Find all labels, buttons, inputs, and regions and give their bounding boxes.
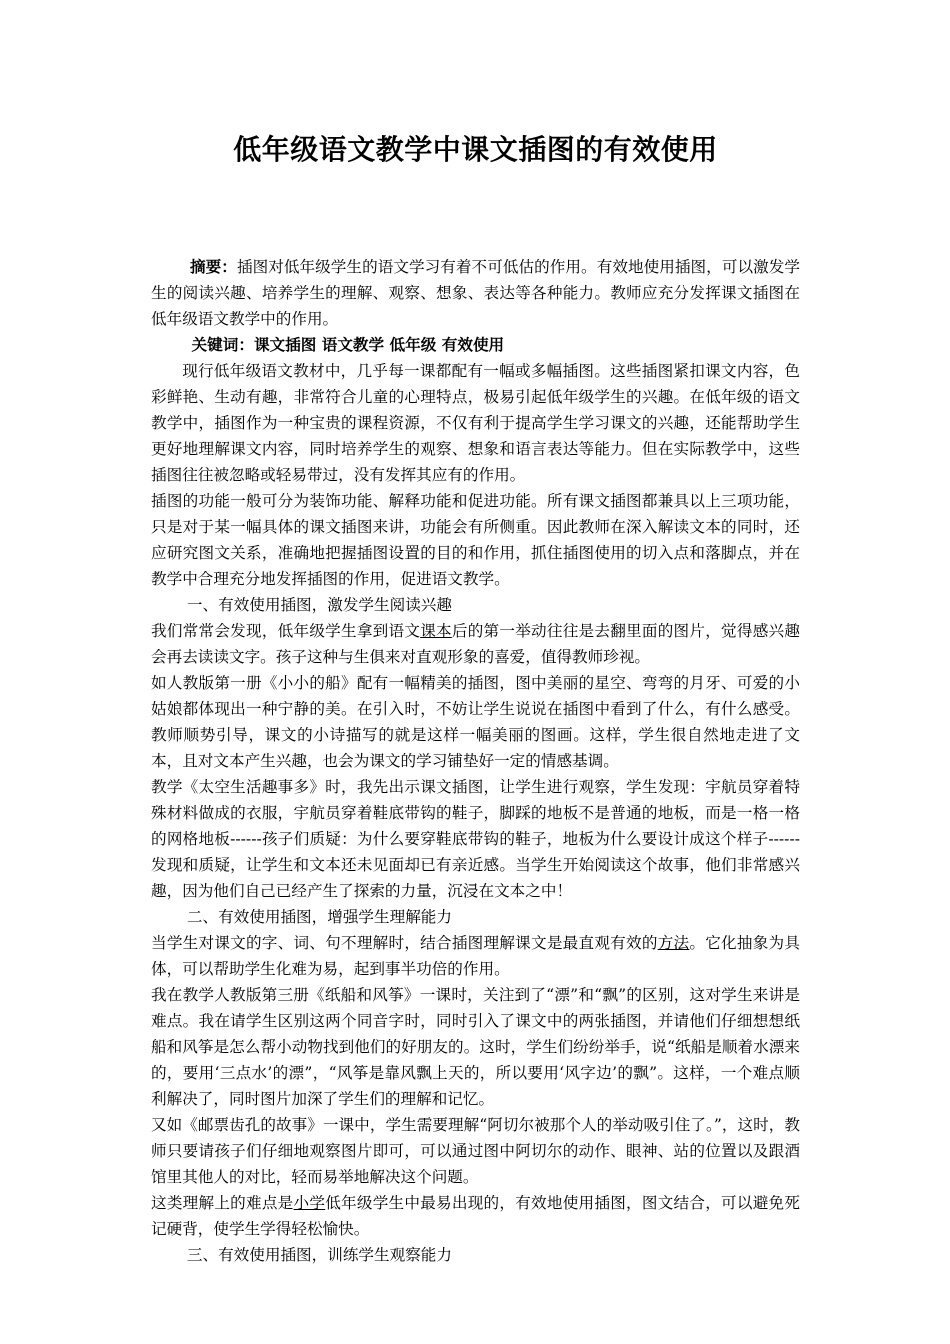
section-2-paragraph-1 xyxy=(151,930,800,982)
section-1-paragraph-1-text-b: 后的第一举动往往是去翻里面的图片，觉得感兴趣会再去读读文字。孩子这种与生俱来对直观形象的喜爱，值得教师珍视。 xyxy=(151,622,800,666)
primary-school-link[interactable]: 小学 xyxy=(293,1194,326,1212)
section-2-paragraph-3: 又如《邮票齿孔的故事》一课中，学生需要理解“阿切尔被那个人的举动吸引住了。”，这时，教师只要请孩子们仔细地观察图片即可，可以通过图中阿切尔的动作、眼神、站的位置以及跟酒馆里其他人的对比，轻而易举地解决这个问题。 xyxy=(151,1116,800,1186)
section-2-paragraph-1-text-b: 。它化抽象为具体，可以帮助学生化难为易，起到事半功倍的作用。 xyxy=(151,934,800,978)
section-1-paragraph-3: 教学《太空生活趣事多》时，我先出示课文插图，让学生进行观察，学生发现：宇航员穿着特殊材料做成的衣服，宇航员穿着鞋底带钩的鞋子，脚踩的地板不是普通的地板，而是一格一格的网格地板------孩子们质疑：为什么要穿鞋底带钩的鞋子，地板为什么要设计成这个样子------发现和质疑，让学生和文本还未见面却已有亲近感。当学生开始阅读这个故事，他们非常感兴趣，因为他们自己已经产生了探索的力量，沉浸在文本之中！ xyxy=(151,778,800,900)
section-2-paragraph-1-text-a: 当学生对课文的字、词、句不理解时，结合插图理解课文是最直观有效的 xyxy=(151,934,658,952)
section-2-heading: 二、有效使用插图，增强学生理解能力 xyxy=(186,908,452,926)
section-3-heading: 三、有效使用插图，训练学生观察能力 xyxy=(186,1246,452,1264)
section-2-paragraph-4 xyxy=(151,1190,800,1242)
section-2-paragraph-2: 我在教学人教版第三册《纸船和风筝》一课时，关注到了“漂”和“飘”的区别，这对学生来讲是难点。我在请学生区别这两个同音字时，同时引入了课文中的两张插图，并请他们仔细想想纸船和风筝是怎么帮小动物找到他们的好朋友的。这时，学生们纷纷举手，说“纸船是顺着水漂来的，要用‘三点水’的漂”，“风筝是靠风飘上天的，所以要用‘风字边’的飘”。这样，一个难点顺利解决了，同时图片加深了学生们的理解和记忆。 xyxy=(151,986,800,1108)
section-1-heading: 一、有效使用插图，激发学生阅读兴趣 xyxy=(186,596,452,614)
abstract-label: 摘要： xyxy=(190,257,237,276)
section-1-paragraph-1-text-a: 我们常常会发现，低年级学生拿到语文 xyxy=(151,622,421,640)
method-link[interactable]: 方法 xyxy=(657,934,690,952)
abstract-text: 插图对低年级学生的语文学习有着不可低估的作用。有效地使用插图，可以激发学生的阅读兴趣、培养学生的理解、观察、想象、表达等各种能力。教师应充分发挥课文插图在低年级语文教学中的作用。 xyxy=(151,258,800,328)
intro-paragraph-1: 现行低年级语文教材中，几乎每一课都配有一幅或多幅插图。这些插图紧扣课文内容，色彩鲜艳、生动有趣，非常符合儿童的心理特点，极易引起低年级学生的兴趣。在低年级的语文教学中，插图作为一种宝贵的课程资源，不仅有利于提高学生学习课文的兴趣，还能帮助学生更好地理解课文内容，同时培养学生的观察、想象和语言表达等能力。但在实际教学中，这些插图往往被忽略或轻易带过，没有发挥其应有的作用。 xyxy=(151,362,800,484)
section-1-paragraph-1 xyxy=(151,618,800,670)
abstract-paragraph xyxy=(151,254,800,332)
section-2-paragraph-4-text-a: 这类理解上的难点是 xyxy=(151,1194,294,1212)
section-1-paragraph-2: 如人教版第一册《小小的船》配有一幅精美的插图，图中美丽的星空、弯弯的月牙、可爱的小姑娘都体现出一种宁静的美。在引入时，不妨让学生说说在插图中看到了什么，有什么感受。教师顺势引导，课文的小诗描写的就是这样一幅美丽的图画。这样，学生很自然地走进了文本，且对文本产生兴趣，也会为课文的学习铺垫好一定的情感基调。 xyxy=(151,674,800,770)
document-title: 低年级语文教学中课文插图的有效使用 xyxy=(233,133,718,166)
keywords-label: 关键词： xyxy=(191,335,254,354)
intro-paragraph-2: 插图的功能一般可分为装饰功能、解释功能和促进功能。所有课文插图都兼具以上三项功能，只是对于某一幅具体的课文插图来讲，功能会有所侧重。因此教师在深入解读文本的同时，还应研究图文关系，准确地把握插图设置的目的和作用，抓住插图使用的切入点和落脚点，并在教学中合理充分地发挥插图的作用，促进语文教学。 xyxy=(151,492,800,588)
section-2-paragraph-4-text-b: 低年级学生中最易出现的，有效地使用插图，图文结合，可以避免死记硬背，使学生学得轻松愉快。 xyxy=(151,1194,800,1238)
keywords-text: 课文插图 语文教学 低年级 有效使用 xyxy=(253,335,505,354)
keywords-line xyxy=(151,332,800,358)
textbook-link[interactable]: 课本 xyxy=(420,622,452,640)
